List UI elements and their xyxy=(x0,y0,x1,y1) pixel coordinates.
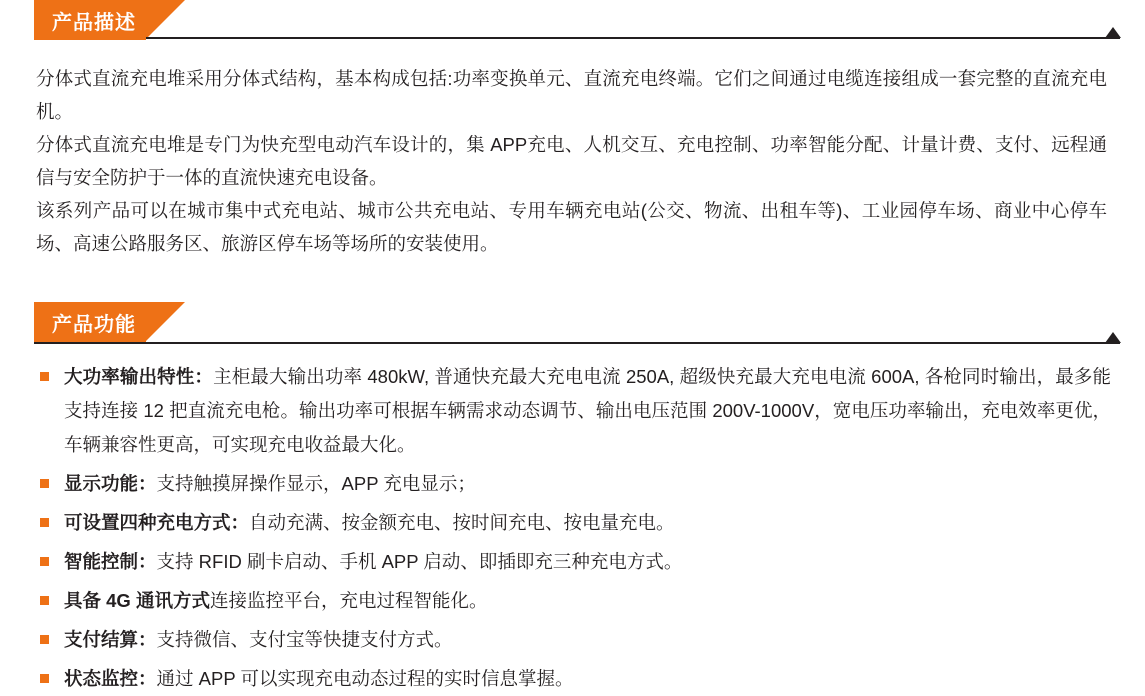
banner-tail-shape xyxy=(145,302,185,342)
divider-line xyxy=(34,37,1120,39)
list-item xyxy=(38,623,1111,657)
square-bullet-icon xyxy=(40,557,49,566)
description-body xyxy=(36,62,1107,260)
section-title-banner xyxy=(34,302,146,342)
square-bullet-icon xyxy=(40,518,49,527)
list-item xyxy=(38,584,1111,618)
feature-lead: 可设置四种充电方式： xyxy=(64,512,250,533)
feature-list xyxy=(38,360,1111,696)
feature-text: 自动充满、按金额充电、按时间充电、按电量充电。 xyxy=(249,512,675,533)
section-title-text: 产品功能 xyxy=(52,313,136,336)
square-bullet-icon xyxy=(40,479,49,488)
description-paragraph: 分体式直流充电堆是专门为快充型电动汽车设计的，集 APP充电、人机交互、充电控制、功率智能分配、计量计费、支付、远程通信与安全防护于一体的直流快速充电设备。 xyxy=(36,134,1107,188)
section-product-description xyxy=(0,0,1145,260)
feature-text: 连接监控平台，充电过程智能化。 xyxy=(209,590,488,611)
section-title-text: 产品描述 xyxy=(52,11,136,34)
divider-arrow-icon xyxy=(1105,332,1121,343)
divider-line xyxy=(34,342,1120,344)
feature-text: 主柜最大输出功率 480kW, 普通快充最大充电电流 250A, 超级快充最大充电电流 600A, 各枪同时输出，最多能支持连接 12 把直流充电枪。输出功率可根据车辆需求动态调节、输出电压范围 200V-1000V，宽电压功率输出，充电效率更优，车辆兼容性更高，可实现充电收益最大化。 xyxy=(64,366,1111,455)
section-title-banner xyxy=(34,0,146,40)
divider-arrow-icon xyxy=(1105,27,1121,38)
feature-lead: 状态监控： xyxy=(64,668,157,689)
section-product-features xyxy=(0,302,1145,696)
list-item xyxy=(38,467,1111,501)
feature-lead: 显示功能： xyxy=(64,473,157,494)
list-item xyxy=(38,662,1111,696)
feature-lead: 大功率输出特性： xyxy=(64,366,214,387)
feature-lead: 支付结算： xyxy=(64,629,157,650)
banner-tail-shape xyxy=(145,0,185,40)
description-paragraph: 分体式直流充电堆采用分体式结构，基本构成包括:功率变换单元、直流充电终端。它们之间通过电缆连接组成一套完整的直流充电机。 xyxy=(36,68,1107,122)
section-divider xyxy=(34,342,1120,346)
feature-lead: 具备 4G 通讯方式 xyxy=(64,590,210,611)
description-paragraph: 该系列产品可以在城市集中式充电站、城市公共充电站、专用车辆充电站(公交、物流、出租车等)、工业园停车场、商业中心停车场、高速公路服务区、旅游区停车场等场所的安装使用。 xyxy=(36,200,1107,254)
list-item xyxy=(38,360,1111,462)
feature-text: 支持 RFID 刷卡启动、手机 APP 启动、即插即充三种充电方式。 xyxy=(156,551,683,572)
square-bullet-icon xyxy=(40,372,49,381)
list-item xyxy=(38,506,1111,540)
list-item xyxy=(38,545,1111,579)
square-bullet-icon xyxy=(40,596,49,605)
square-bullet-icon xyxy=(40,674,49,683)
section-divider xyxy=(34,37,1120,41)
feature-lead: 智能控制： xyxy=(64,551,157,572)
feature-text: 支持触摸屏操作显示，APP 充电显示； xyxy=(156,473,476,494)
section-header xyxy=(34,302,1145,342)
square-bullet-icon xyxy=(40,635,49,644)
feature-text: 通过 APP 可以实现充电动态过程的实时信息掌握。 xyxy=(156,668,574,689)
section-header xyxy=(34,0,1145,40)
feature-text: 支持微信、支付宝等快捷支付方式。 xyxy=(156,629,453,650)
